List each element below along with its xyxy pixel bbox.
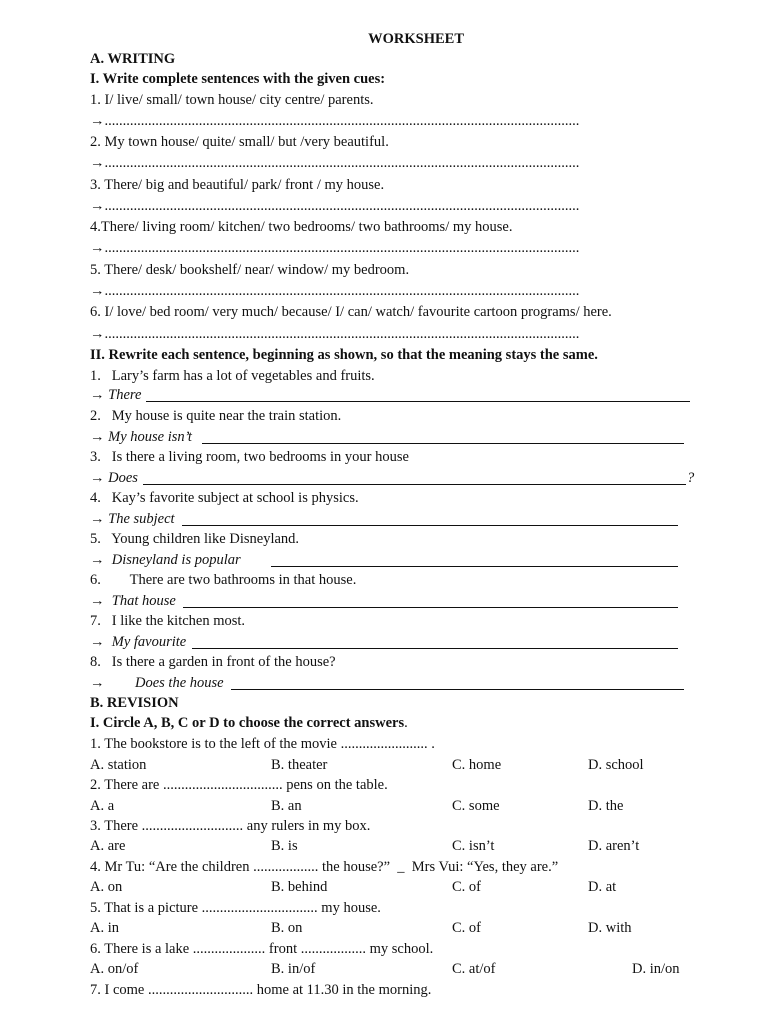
arrow-icon: →: [90, 155, 105, 171]
answer-start: Does the house: [135, 675, 224, 691]
answer-line-3[interactable]: [90, 197, 579, 215]
rewrite-item-1: [90, 367, 375, 385]
arrow-icon: →: [90, 634, 105, 650]
mc-question-7: 7. I come ............................. home at 11.30 in the morning.: [90, 982, 432, 998]
answer-blank-8[interactable]: [231, 689, 684, 690]
question-mark: ?: [687, 470, 695, 486]
item-number: 1.: [90, 368, 101, 384]
option-a[interactable]: A. are: [90, 838, 126, 854]
cue-item-5: 5. There/ desk/ bookshelf/ near/ window/ my bedroom.: [90, 262, 410, 278]
rewrite-item-8: [90, 653, 336, 671]
answer-blank-2[interactable]: [202, 443, 684, 444]
item-number: 7.: [90, 613, 101, 629]
rewrite-answer-5: [90, 551, 241, 569]
answer-line-4[interactable]: [90, 239, 579, 257]
part1-heading: I. Write complete sentences with the given cues:: [90, 71, 386, 87]
rewrite-item-3: [90, 448, 409, 466]
section-a-heading: A. WRITING: [90, 51, 176, 67]
arrow-icon: →: [90, 113, 105, 129]
item-text: I like the kitchen most.: [111, 613, 246, 629]
option-d[interactable]: D. with: [588, 920, 632, 936]
item-text: There are two bathrooms in that house.: [129, 572, 357, 588]
arrow-icon: →: [90, 240, 105, 256]
rewrite-answer-3: [90, 469, 138, 487]
rewrite-answer-2: [90, 428, 192, 446]
item-number: 8.: [90, 654, 101, 670]
cue-item-4: 4.There/ living room/ kitchen/ two bedrooms/ two bathrooms/ my house.: [90, 219, 513, 235]
option-d[interactable]: D. the: [588, 798, 624, 814]
option-b[interactable]: B. theater: [271, 757, 328, 773]
mc-question-6: 6. There is a lake .................... front .................. my school.: [90, 941, 434, 957]
option-a[interactable]: A. in: [90, 920, 119, 936]
answer-blank-1[interactable]: [146, 401, 690, 402]
rewrite-answer-8: [90, 674, 105, 692]
cue-item-3: 3. There/ big and beautiful/ park/ front / my house.: [90, 177, 385, 193]
answer-blank-6[interactable]: [183, 607, 678, 608]
mc-question-5: 5. That is a picture ................................ my house.: [90, 900, 381, 916]
item-text: Young children like Disneyland.: [111, 531, 300, 547]
mc-question-1: 1. The bookstore is to the left of the movie ........................ .: [90, 736, 435, 752]
page-title: WORKSHEET: [368, 31, 464, 47]
option-c[interactable]: C. home: [452, 757, 502, 773]
option-c[interactable]: C. of: [452, 879, 481, 895]
rewrite-answer-4: [90, 510, 175, 528]
answer-blank-7[interactable]: [192, 648, 678, 649]
answer-blank-4[interactable]: [182, 525, 678, 526]
option-d[interactable]: D. in/on: [632, 961, 680, 977]
mc-question-4: 4. Mr Tu: “Are the children .................. the house?” _ Mrs Vui: “Yes, they are.”: [90, 859, 559, 875]
option-b[interactable]: B. is: [271, 838, 298, 854]
option-a[interactable]: A. a: [90, 798, 115, 814]
arrow-icon: →: [90, 283, 105, 299]
option-c[interactable]: C. at/of: [452, 961, 496, 977]
option-c[interactable]: C. some: [452, 798, 500, 814]
option-d[interactable]: D. at: [588, 879, 617, 895]
rewrite-item-2: [90, 407, 341, 425]
option-a[interactable]: A. on/of: [90, 961, 139, 977]
item-number: 5.: [90, 531, 101, 547]
option-b[interactable]: B. an: [271, 798, 302, 814]
rewrite-answer-1: [90, 386, 141, 404]
rewrite-item-5: [90, 530, 299, 548]
option-b[interactable]: B. on: [271, 920, 303, 936]
arrow-icon: →: [90, 387, 105, 403]
answer-line-1[interactable]: [90, 112, 579, 130]
answer-start: My house isn’t: [108, 429, 192, 445]
arrow-icon: →: [90, 429, 105, 445]
dotted-line: ...................................................................................................................................: [104, 326, 580, 342]
arrow-icon: →: [90, 326, 105, 342]
answer-start: My favourite: [111, 634, 187, 650]
rewrite-answer-6: [90, 592, 176, 610]
answer-blank-5[interactable]: [271, 566, 678, 567]
arrow-icon: →: [90, 511, 105, 527]
arrow-icon: →: [90, 552, 105, 568]
arrow-icon: →: [90, 470, 105, 486]
dotted-line: ...................................................................................................................................: [104, 155, 580, 171]
answer-start: That house: [111, 593, 176, 609]
answer-start: Disneyland is popular: [111, 552, 241, 568]
item-text: Kay’s favorite subject at school is physics.: [111, 490, 359, 506]
answer-line-6[interactable]: [90, 325, 579, 343]
mc-question-2: 2. There are ................................. pens on the table.: [90, 777, 388, 793]
option-b[interactable]: B. behind: [271, 879, 328, 895]
item-text: Is there a garden in front of the house?: [111, 654, 336, 670]
answer-blank-3[interactable]: [143, 484, 686, 485]
arrow-icon: →: [90, 198, 105, 214]
cue-item-6: 6. I/ love/ bed room/ very much/ because/ I/ can/ watch/ favourite cartoon programs/ here.: [90, 304, 612, 320]
section-b-heading: B. REVISION: [90, 695, 179, 711]
item-number: 6.: [90, 572, 101, 588]
item-number: 4.: [90, 490, 101, 506]
arrow-icon: →: [90, 593, 105, 609]
cue-item-2: 2. My town house/ quite/ small/ but /very beautiful.: [90, 134, 389, 150]
dotted-line: ...................................................................................................................................: [104, 283, 580, 299]
rewrite-item-4: [90, 489, 359, 507]
option-a[interactable]: A. on: [90, 879, 123, 895]
answer-start: There: [108, 387, 142, 403]
part3-heading-period: .: [404, 715, 408, 731]
dotted-line: ...................................................................................................................................: [104, 198, 580, 214]
mc-question-3: 3. There ............................ any rulers in my box.: [90, 818, 371, 834]
answer-start: The subject: [108, 511, 175, 527]
rewrite-answer-7: [90, 633, 186, 651]
answer-line-5[interactable]: [90, 282, 579, 300]
dotted-line: ...................................................................................................................................: [104, 113, 580, 129]
item-number: 2.: [90, 408, 101, 424]
rewrite-item-7: [90, 612, 245, 630]
option-c[interactable]: C. isn’t: [452, 838, 495, 854]
arrow-icon: →: [90, 675, 105, 691]
part3-heading: [90, 714, 408, 732]
answer-line-2[interactable]: [90, 154, 579, 172]
dotted-line: ...................................................................................................................................: [104, 240, 580, 256]
option-d[interactable]: D. aren’t: [588, 838, 640, 854]
option-d[interactable]: D. school: [588, 757, 644, 773]
rewrite-item-6: [90, 571, 356, 589]
item-text: Is there a living room, two bedrooms in your house: [111, 449, 409, 465]
part2-heading: II. Rewrite each sentence, beginning as shown, so that the meaning stays the same.: [90, 347, 598, 363]
item-text: Lary’s farm has a lot of vegetables and fruits.: [111, 368, 375, 384]
option-c[interactable]: C. of: [452, 920, 481, 936]
option-b[interactable]: B. in/of: [271, 961, 316, 977]
answer-start: Does: [108, 470, 138, 486]
item-number: 3.: [90, 449, 101, 465]
cue-item-1: 1. I/ live/ small/ town house/ city centre/ parents.: [90, 92, 374, 108]
item-text: My house is quite near the train station.: [111, 408, 342, 424]
option-a[interactable]: A. station: [90, 757, 147, 773]
part3-heading-text: I. Circle A, B, C or D to choose the correct answers: [90, 715, 405, 731]
